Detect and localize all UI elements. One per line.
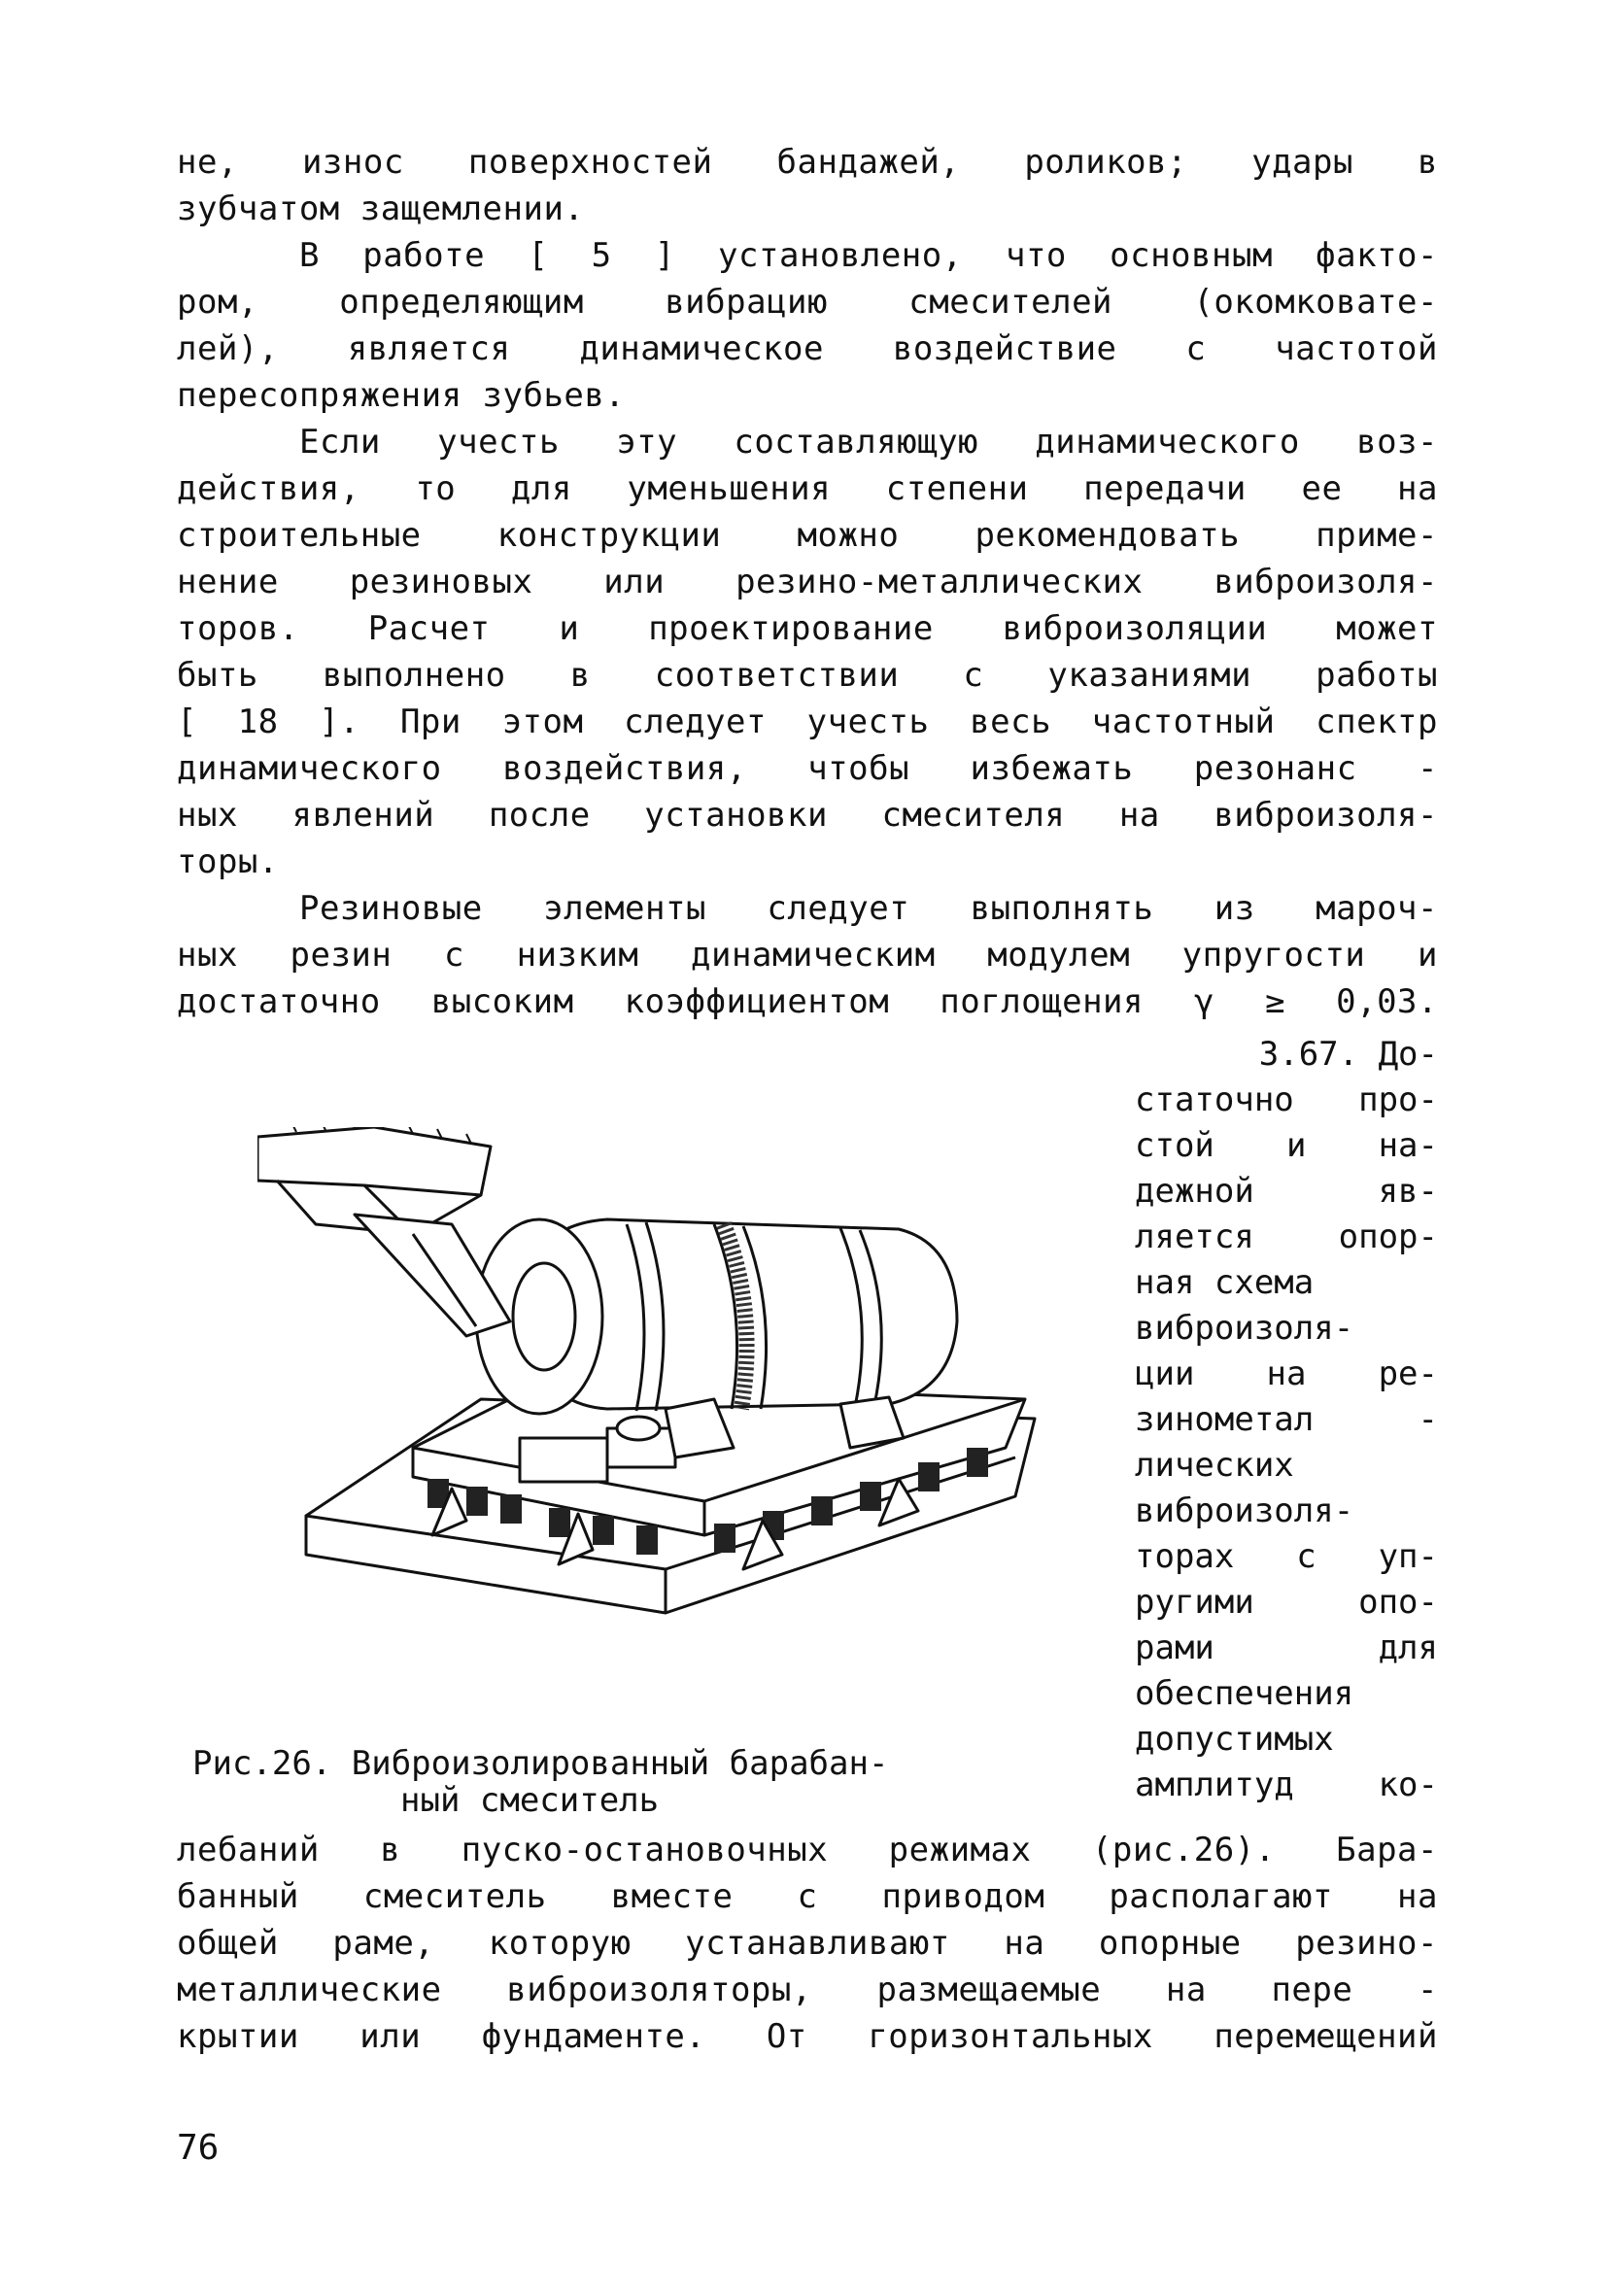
text-line: ных явлений после установки смесителя на виброизоля- — [177, 796, 1438, 835]
figure-caption: Рис.26. Виброизолированный барабан- — [192, 1744, 889, 1783]
text-line: крытии или фундаменте. От горизонтальных перемещений — [177, 2017, 1438, 2056]
side-text-line: статочно про- — [1135, 1080, 1438, 1119]
text-line: лебаний в пуско-остановочных режимах (рис.26). Бара- — [177, 1831, 1438, 1869]
side-text-line: амплитуд ко- — [1135, 1765, 1438, 1804]
text-line: динамического воздействия, чтобы избежать резонанс - — [177, 749, 1438, 788]
side-text-line: ная схема — [1135, 1263, 1315, 1302]
side-text-line: ругими опо- — [1135, 1583, 1438, 1622]
text-line: В работе [ 5 ] установлено, что основным факто- — [299, 236, 1438, 275]
text-line: действия, то для уменьшения степени передачи ее на — [177, 469, 1438, 508]
text-line: металлические виброизоляторы, размещаемые на пере - — [177, 1970, 1438, 2009]
side-text-line: зинометал - — [1135, 1400, 1438, 1439]
figure-caption: ный смеситель — [400, 1781, 660, 1820]
text-line: Если учесть эту составляющую динамического воз- — [299, 423, 1438, 462]
drum-mixer-drawing — [257, 1127, 1044, 1691]
text-line: ных резин с низким динамическим модулем упругости и — [177, 936, 1438, 975]
side-text-line: ляется опор- — [1135, 1217, 1438, 1256]
text-line: пересопряжения зубьев. — [177, 376, 626, 415]
side-text-line: допустимых — [1135, 1720, 1334, 1759]
text-line: Резиновые элементы следует выполнять из мароч- — [299, 889, 1438, 928]
text-line: строительные конструкции можно рекомендовать приме- — [177, 516, 1438, 555]
text-line: не, износ поверхностей бандажей, роликов; удары в — [177, 143, 1438, 182]
side-text-line: стой и на- — [1135, 1126, 1438, 1165]
side-text-line: ции на ре- — [1135, 1354, 1438, 1393]
text-line: ром, определяющим вибрацию смесителей (окомковате- — [177, 283, 1438, 322]
side-text-line: виброизоля- — [1135, 1309, 1354, 1348]
side-text-line: 3.67. До- — [1258, 1035, 1438, 1074]
text-line: нение резиновых или резино-металлических виброизоля- — [177, 563, 1438, 601]
text-line: зубчатом защемлении. — [177, 189, 585, 228]
side-text-line: виброизоля- — [1135, 1491, 1354, 1530]
side-text-line: лических — [1135, 1446, 1294, 1485]
text-line: торов. Расчет и проектирование виброизоляции может — [177, 609, 1438, 648]
side-text-line: торах с уп- — [1135, 1537, 1438, 1576]
text-line: банный смеситель вместе с приводом располагают на — [177, 1877, 1438, 1916]
text-line: лей), является динамическое воздействие с частотой — [177, 329, 1438, 368]
side-text-line: рами для — [1135, 1628, 1438, 1667]
page-number: 76 — [177, 2128, 220, 2168]
side-text-line: обеспечения — [1135, 1674, 1354, 1713]
text-line: общей раме, которую устанавливают на опорные резино- — [177, 1924, 1438, 1963]
side-text-line: дежной яв- — [1135, 1172, 1438, 1211]
text-line: торы. — [177, 842, 279, 881]
text-line: [ 18 ]. При этом следует учесть весь частотный спектр — [177, 703, 1438, 741]
text-line: быть выполнено в соответствии с указаниями работы — [177, 656, 1438, 695]
text-line: достаточно высоким коэффициентом поглощения γ ≥ 0,03. — [177, 982, 1438, 1021]
figure-drum-mixer — [257, 1127, 1044, 1691]
